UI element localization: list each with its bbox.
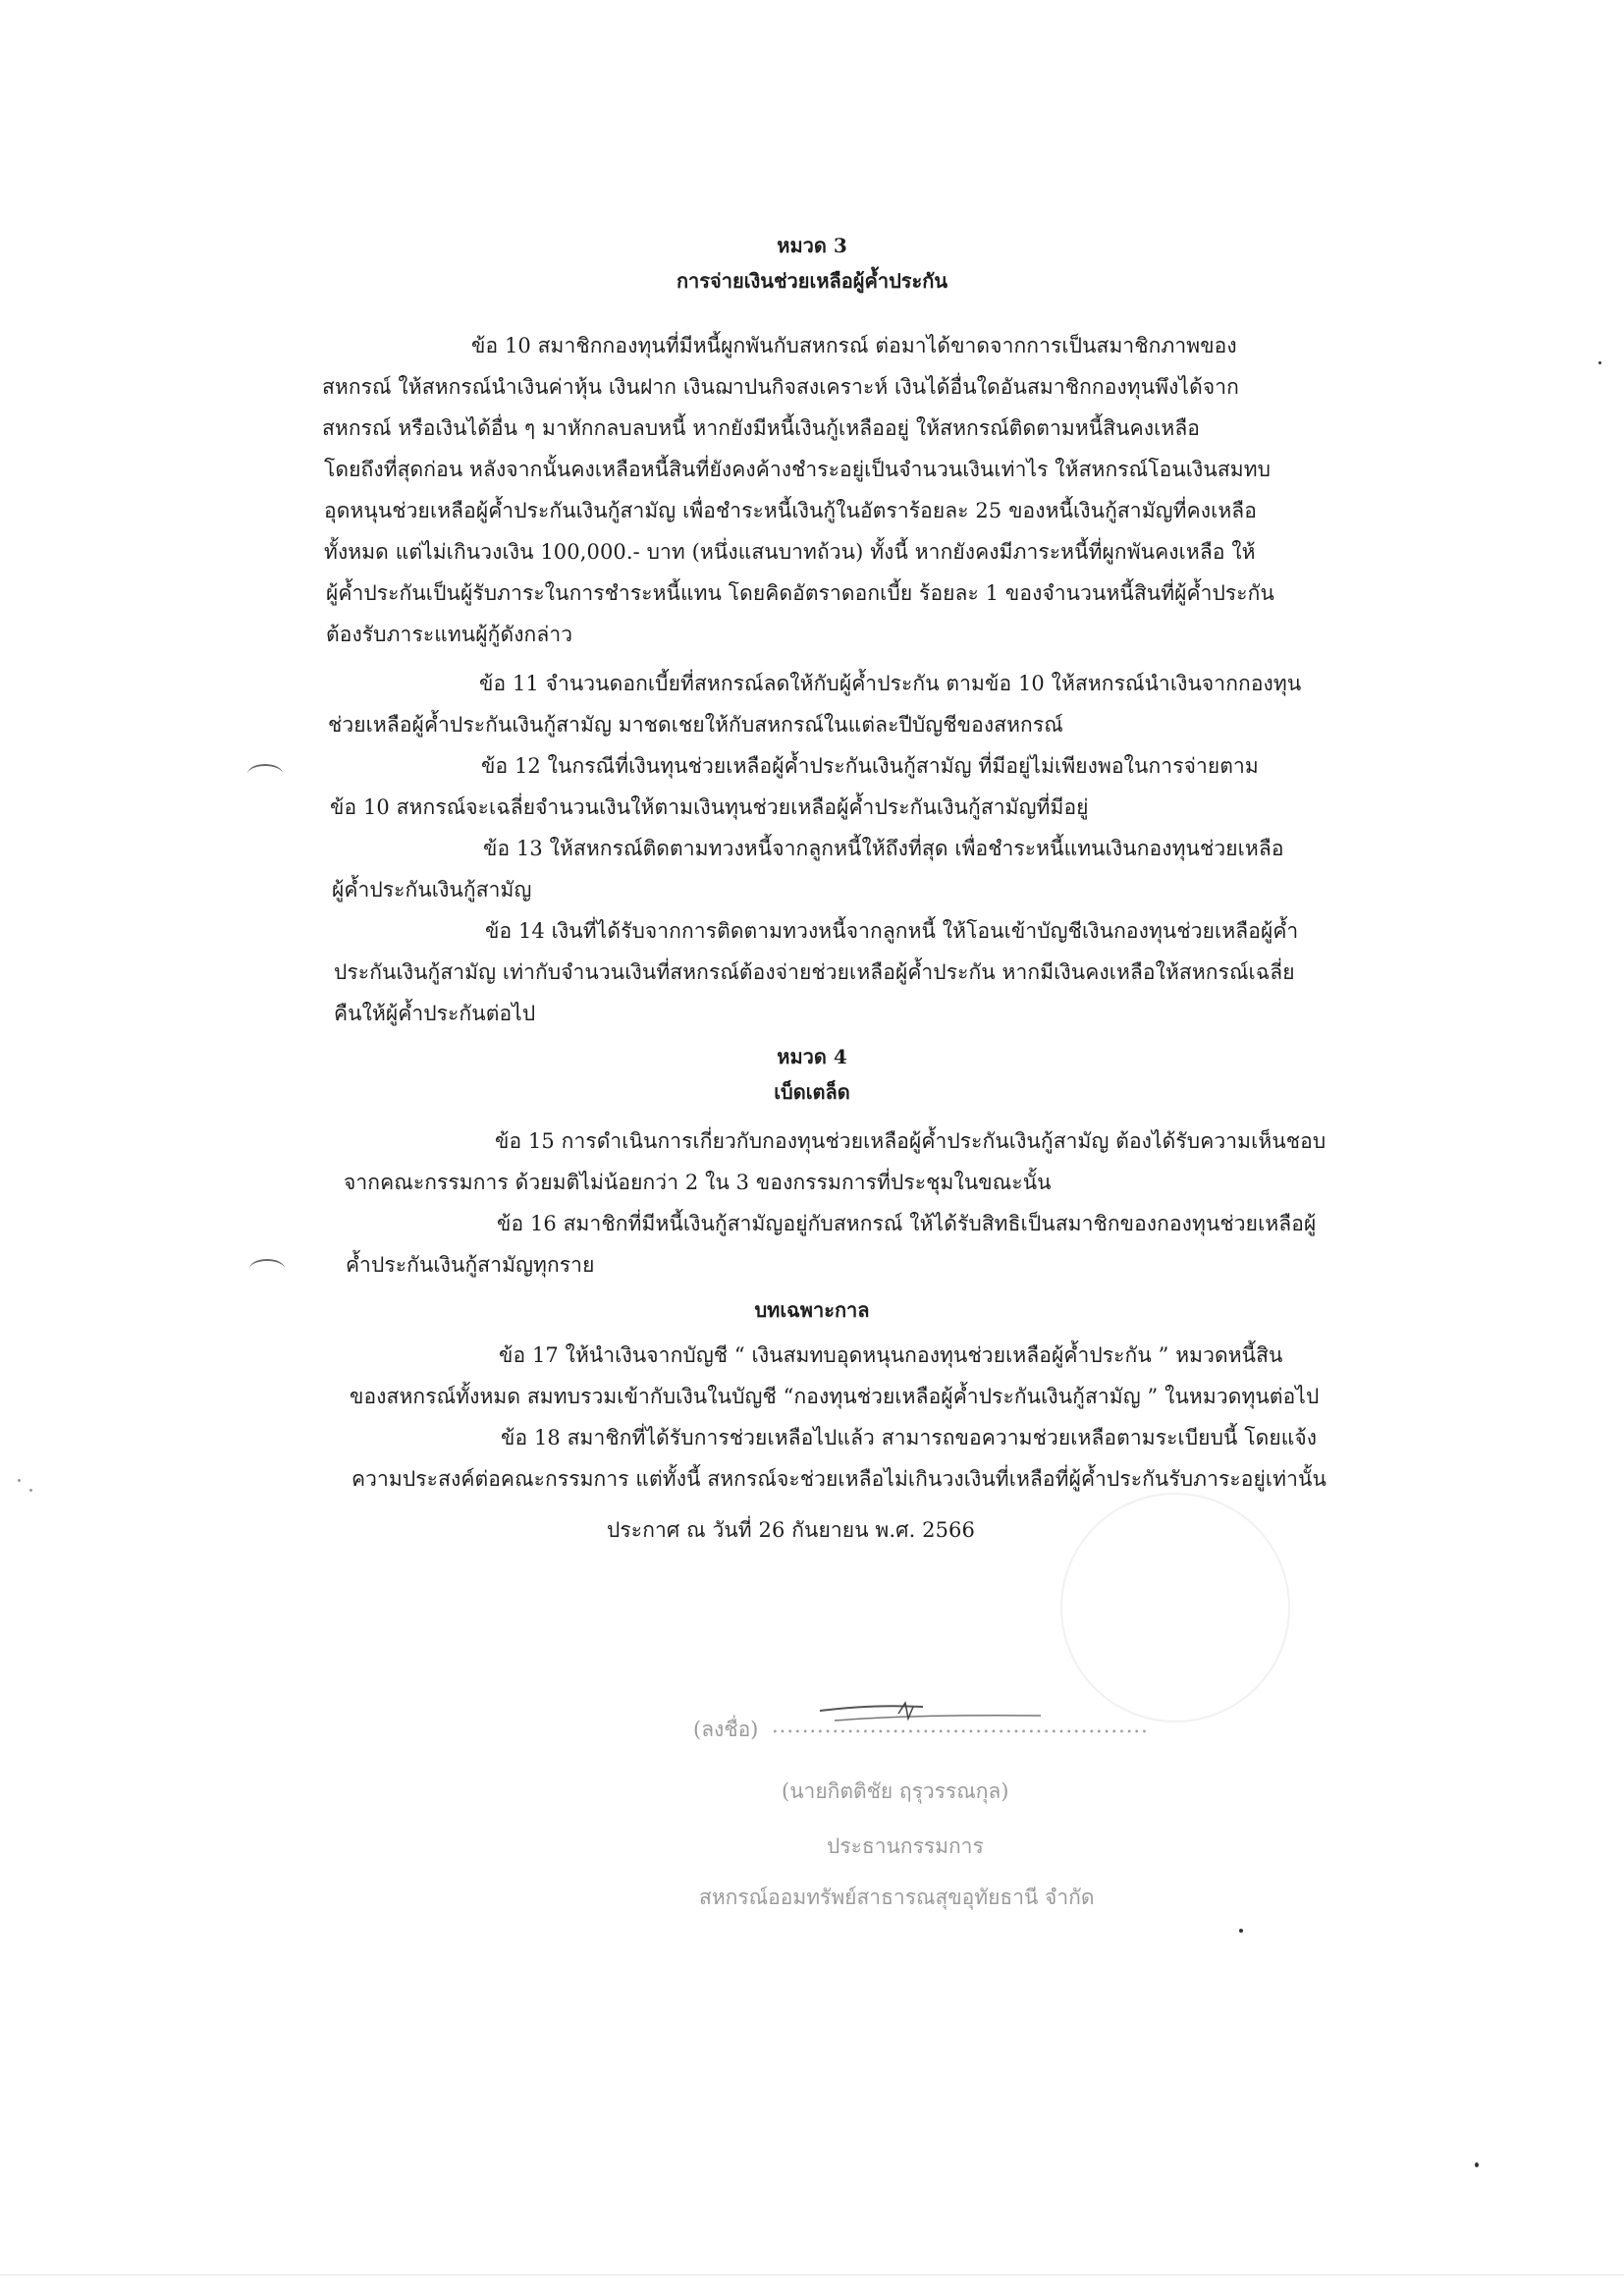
chapter3-subheading: การจ่ายเงินช่วยเหลือผู้ค้ำประกัน — [676, 269, 948, 293]
transitional-heading: บทเฉพาะกาล — [754, 1298, 870, 1322]
scan-speck — [1598, 361, 1601, 364]
scan-mark — [249, 1259, 285, 1279]
clause-14-line-1: ข้อ 14 เงินที่ได้รับจากการติดตามทวงหนี้จากลูกหนี้ ให้โอนเข้าบัญชีเงินกองทุนช่วยเหลือผู้ค้ำ — [485, 919, 1299, 943]
clause-10-line-6: ทั้งหมด แต่ไม่เกินวงเงิน 100,000.- บาท (หนึ่งแสนบาทถ้วน) ทั้งนี้ หากยังคงมีภาระหนี้ที่ผูกพันคงเหลือ ให้ — [324, 540, 1256, 564]
clause-15-line-1: ข้อ 15 การดำเนินการเกี่ยวกับกองทุนช่วยเหลือผู้ค้ำประกันเงินกู้สามัญ ต้องได้รับความเห็นชอบ — [495, 1129, 1326, 1153]
clause-12-line-2: ข้อ 10 สหกรณ์จะเฉลี่ยจำนวนเงินให้ตามเงินทุนช่วยเหลือผู้ค้ำประกันเงินกู้สามัญที่มีอยู่ — [330, 795, 1089, 819]
clause-17-line-2: ของสหกรณ์ทั้งหมด สมทบรวมเข้ากับเงินในบัญชี “กองทุนช่วยเหลือผู้ค้ำประกันเงินกู้สามัญ ” ในหมวดทุนต่อไป — [350, 1385, 1320, 1408]
clause-18-line-1: ข้อ 18 สมาชิกที่ได้รับการช่วยเหลือไปแล้ว สามารถขอความช่วยเหลือตามระเบียบนี้ โดยแจ้ง — [501, 1426, 1318, 1449]
signatory-name: (นายกิตติชัย ฤรุวรรณกุล) — [782, 1779, 1009, 1803]
chapter3-heading: หมวด 3 — [777, 234, 847, 257]
clause-12-line-1: ข้อ 12 ในกรณีที่เงินทุนช่วยเหลือผู้ค้ำประกันเงินกู้สามัญ ที่มีอยู่ไม่เพียงพอในการจ่ายตาม — [481, 754, 1259, 778]
clause-16-line-1: ข้อ 16 สมาชิกที่มีหนี้เงินกู้สามัญอยู่กับสหกรณ์ ให้ได้รับสิทธิเป็นสมาชิกของกองทุนช่วยเหลือผู้ — [497, 1212, 1317, 1235]
clause-11-line-2: ช่วยเหลือผู้ค้ำประกันเงินกู้สามัญ มาชดเชยให้กับสหกรณ์ในแต่ละปีบัญชีของสหกรณ์ — [328, 713, 1063, 737]
signatory-position: ประธานกรรมการ — [827, 1834, 984, 1858]
chapter4-heading: หมวด 4 — [777, 1045, 847, 1068]
clause-10-line-1: ข้อ 10 สมาชิกกองทุนที่มีหนี้ผูกพันกับสหกรณ์ ต่อมาได้ขาดจากการเป็นสมาชิกภาพของ — [471, 334, 1237, 357]
scan-speck — [1239, 1929, 1243, 1933]
clause-10-line-5: อุดหนุนช่วยเหลือผู้ค้ำประกันเงินกู้สามัญ เพื่อชำระหนี้เงินกู้ในอัตราร้อยละ 25 ของหนี้เงินกู้สามัญที่คงเหลือ — [324, 499, 1257, 522]
signature-label: (ลงชื่อ) — [693, 1718, 759, 1741]
clause-13-line-2: ผู้ค้ำประกันเงินกู้สามัญ — [332, 878, 532, 902]
scan-mark — [247, 764, 283, 784]
clause-15-line-2: จากคณะกรรมการ ด้วยมติไม่น้อยกว่า 2 ใน 3 ของกรรมการที่ประชุมในขณะนั้น — [344, 1171, 1052, 1194]
clause-11-line-1: ข้อ 11 จำนวนดอกเบี้ยที่สหกรณ์ลดให้กับผู้ค้ำประกัน ตามข้อ 10 ให้สหกรณ์นำเงินจากกองทุน — [479, 672, 1302, 695]
scan-edge — [0, 2274, 1624, 2275]
scan-speck — [29, 1489, 32, 1492]
scan-speck — [18, 1479, 21, 1482]
clause-13-line-1: ข้อ 13 ให้สหกรณ์ติดตามทวงหนี้จากลูกหนี้ให้ถึงที่สุด เพื่อชำระหนี้แทนเงินกองทุนช่วยเหลือ — [483, 837, 1284, 860]
clause-16-line-2: ค้ำประกันเงินกู้สามัญทุกราย — [346, 1253, 595, 1277]
organization-name: สหกรณ์ออมทรัพย์สาธารณสุขอุทัยธานี จำกัด — [699, 1886, 1095, 1909]
seal-stamp — [1060, 1493, 1290, 1722]
clause-10-line-3: สหกรณ์ หรือเงินได้อื่น ๆ มาหักกลบลบหนี้ หากยังมีหนี้เงินกู้เหลืออยู่ ให้สหกรณ์ติดตามหนี้สินคงเหลือ — [322, 416, 1201, 440]
clause-10-line-8: ต้องรับภาระแทนผู้กู้ดังกล่าว — [326, 623, 573, 646]
scan-speck — [1475, 2162, 1479, 2167]
clause-14-line-2: ประกันเงินกู้สามัญ เท่ากับจำนวนเงินที่สหกรณ์ต้องจ่ายช่วยเหลือผู้ค้ำประกัน หากมีเงินคงเหลือให้สหกรณ์เฉลี่ย — [334, 960, 1295, 984]
clause-10-line-7: ผู้ค้ำประกันเป็นผู้รับภาระในการชำระหนี้แทน โดยคิดอัตราดอกเบี้ย ร้อยละ 1 ของจำนวนหนี้สินที่ผู้ค้ำประกัน — [326, 581, 1274, 605]
chapter4-subheading: เบ็ดเตล็ด — [774, 1080, 850, 1104]
announcement-date: ประกาศ ณ วันที่ 26 กันยายน พ.ศ. 2566 — [607, 1518, 975, 1542]
signature-dotted-line: .................................................. — [772, 1714, 1149, 1737]
clause-10-line-4: โดยถึงที่สุดก่อน หลังจากนั้นคงเหลือหนี้สินที่ยังคงค้างชำระอยู่เป็นจำนวนเงินเท่าไร ให้สหกรณ์โอนเงินสมทบ — [324, 458, 1272, 481]
clause-17-line-1: ข้อ 17 ให้นำเงินจากบัญชี “ เงินสมทบอุดหนุนกองทุนช่วยเหลือผู้ค้ำประกัน ” หมวดหนี้สิน — [499, 1343, 1283, 1367]
clause-18-line-2: ความประสงค์ต่อคณะกรรมการ แต่ทั้งนี้ สหกรณ์จะช่วยเหลือไม่เกินวงเงินที่เหลือที่ผู้ค้ำประกันรับภาระอยู่เท่านั้น — [352, 1467, 1326, 1491]
clause-10-line-2: สหกรณ์ ให้สหกรณ์นำเงินค่าหุ้น เงินฝาก เงินฌาปนกิจสงเคราะห์ เงินได้อื่นใดอันสมาชิกกองทุนพึงได้จาก — [322, 375, 1239, 399]
clause-14-line-3: คืนให้ผู้ค้ำประกันต่อไป — [334, 1002, 536, 1025]
